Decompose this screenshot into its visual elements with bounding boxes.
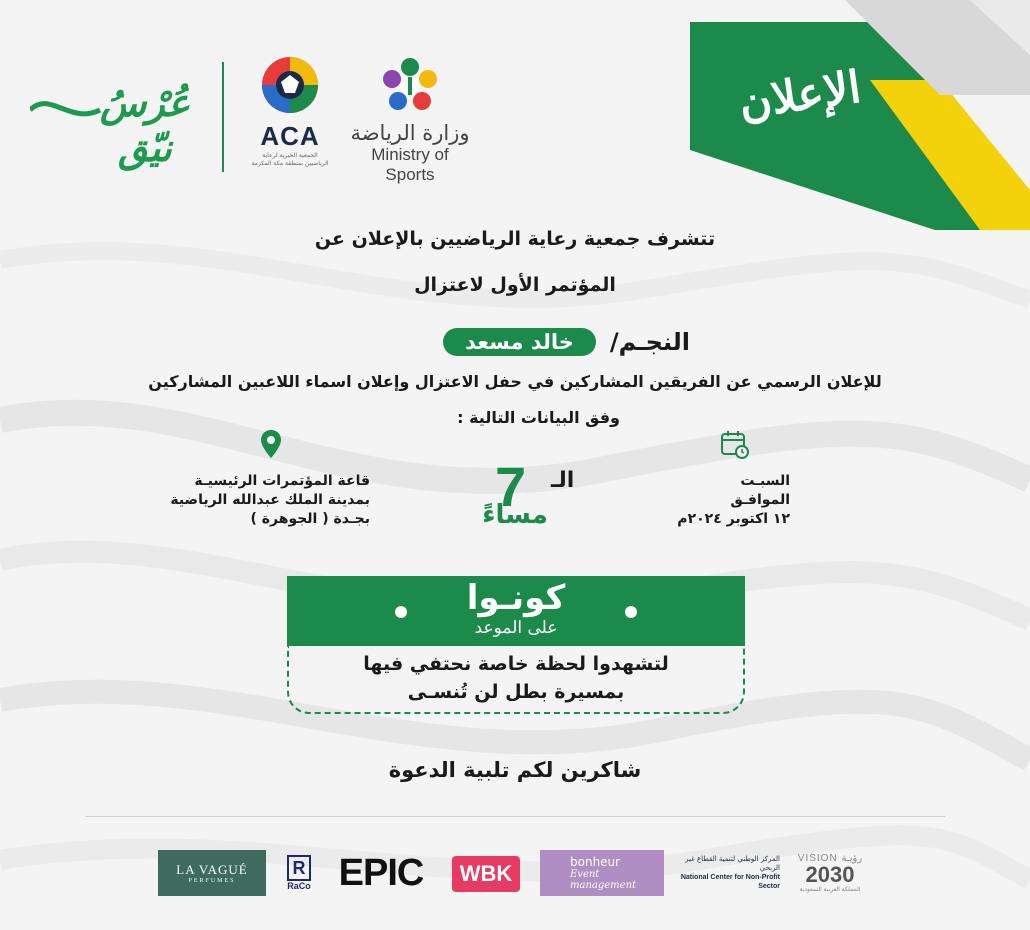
sponsor-vision-2030 [790,850,870,896]
sponsor-epic: EPIC [338,851,424,894]
callout-line-1: لتشهدوا لحظة خاصة نحتفي فيها [363,653,669,675]
location-line-3: بجـدة ( الجوهرة ) [250,511,370,527]
closing-text: شاكرين لكم تلبية الدعوة [388,758,642,782]
script-logo [30,80,215,170]
vision-label: VISION رؤيـة [797,853,863,864]
sponsor-lavague [158,850,266,896]
sponsor-bonheur-sub: Event management [570,869,637,891]
date-line-1: السبـت [740,473,790,489]
footer-divider [85,816,945,817]
announcement-title: الإعلان [735,61,865,130]
sponsor-ncnp-ar: المركز الوطني لتنمية القطاع غير الربحي [685,855,780,872]
vision-year: 2030 [805,862,855,887]
sponsor-lavague-name: LA VAGUÉ [176,862,248,877]
star-row [340,322,690,362]
callout-line-2: بمسيرة بطل لن تُنسـى [407,681,625,703]
date-line-2: الموافـق [730,492,790,508]
details-line-2: وفق البيانات التالية : [457,408,620,427]
sponsor-wbk: WBK [452,856,520,892]
location-line-1: قاعة المؤتمرات الرئيسيـة [194,473,370,489]
time-period: مساءً [482,500,548,530]
logo-divider [222,62,224,172]
location-line-2: بمدينة الملك عبدالله الرياضية [170,492,370,508]
sponsor-ncnp-en: National Center for Non-Profit Sector [680,874,780,890]
star-label: النجـم/ [609,328,690,356]
script-logo-text: عُرْسُ نيّق [99,80,191,170]
time-prefix: الـ [551,468,575,493]
star-name-badge: خالد مسعد [443,328,596,356]
ministry-of-sports-logo [345,55,475,184]
sponsor-bonheur-name: bonheur [570,855,621,869]
location-pin-icon [261,430,281,458]
time-block [455,455,575,530]
sponsor-lavague-sub: PERFUMES [188,878,236,884]
raco-mark-icon: R [287,855,311,881]
calendar-clock-icon [720,430,750,460]
callout-dot-left [395,606,407,618]
intro-line-1: تتشرف جمعية رعاية الرياضيين بالإعلان عن [314,228,716,250]
intro-line-2: المؤتمر الأول لاعتزال [414,274,616,296]
callout-header [287,576,745,646]
aca-emblem-icon [260,55,320,115]
aca-text: ACA [260,121,320,151]
ministry-name-ar: وزارة الرياضة [350,121,470,145]
callout-title: كونـوا [466,578,566,618]
ministry-name-en: Ministry of Sports [371,145,449,184]
ministry-emblem-icon [380,55,440,115]
location-info [130,472,370,529]
time-number: 7 [495,455,527,518]
callout-subtitle: على الموعد [474,618,558,638]
sponsor-ncnp [680,850,780,896]
date-info [660,472,790,529]
sponsor-raco-name: RaCo [287,881,311,891]
date-line-3: ١٢ اكتوبر ٢٠٢٤م [677,511,790,527]
aca-subtitle: الجمعية الخيرية لرعاية الرياضيين بمنطقة مكة المكرمة [251,152,329,167]
details-line-1: للإعلان الرسمي عن الفريقين المشاركين في حفل الاعتزال وإعلان اسماء اللاعبين المشاركين [148,372,882,391]
callout-body [287,646,745,714]
sponsor-bonheur [540,850,664,896]
callout-dot-right [625,606,637,618]
vision-sub: المملكة العربية السعودية [799,887,861,893]
aca-logo [250,55,330,170]
sponsor-raco [284,850,314,896]
